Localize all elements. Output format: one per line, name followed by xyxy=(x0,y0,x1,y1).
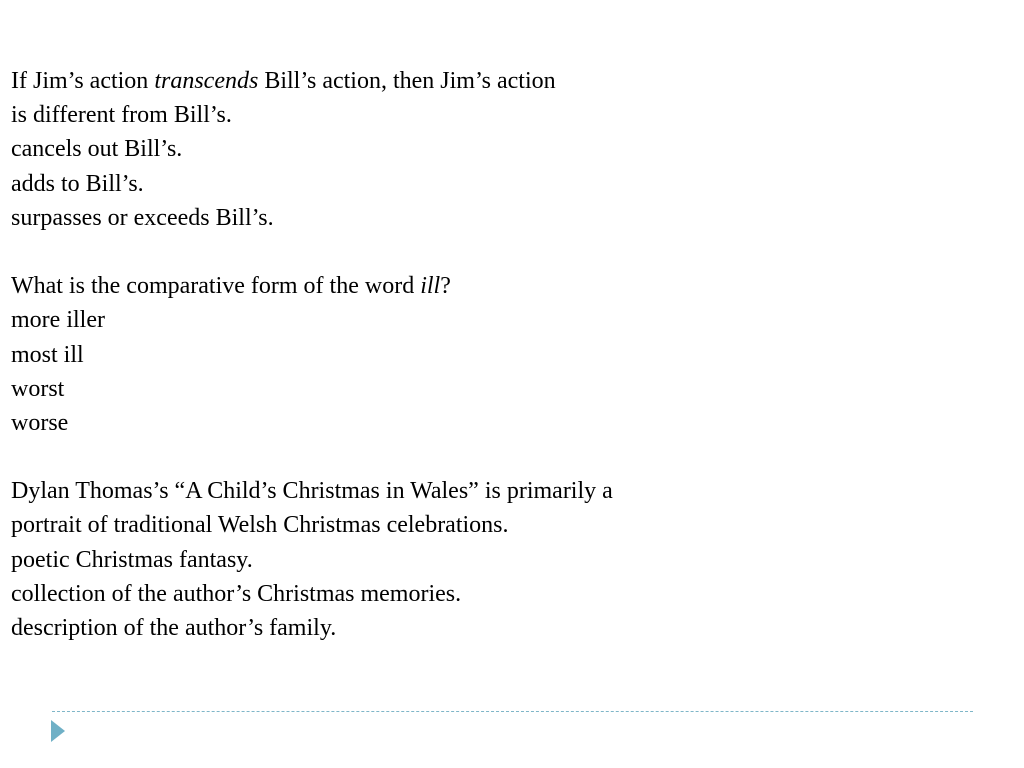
question-3-option-4: description of the author’s family. xyxy=(11,615,337,641)
question-2-option-2: most ill xyxy=(11,341,84,368)
spacer xyxy=(11,440,1001,474)
question-2-stem: What is the comparative form of the word ill? xyxy=(11,273,451,300)
question-2-option-3: worst xyxy=(11,375,65,402)
spacer xyxy=(11,235,1001,269)
footer-divider xyxy=(52,711,973,712)
question-3-option-3: collection of the author’s Christmas memories. xyxy=(11,580,462,607)
question-3-option-2: poetic Christmas fantasy. xyxy=(11,546,253,573)
question-3-option-1: portrait of traditional Welsh Christmas celebrations. xyxy=(11,512,509,539)
question-1-option-3: adds to Bill’s. xyxy=(11,170,144,197)
slide-body xyxy=(11,64,1001,645)
question-2-option-1: more iller xyxy=(11,307,105,334)
emphasized-word: ill xyxy=(420,273,441,300)
question-1-option-4: surpasses or exceeds Bill’s. xyxy=(11,204,274,231)
question-3-stem: Dylan Thomas’s “A Child’s Christmas in Wales” is primarily a xyxy=(11,478,613,505)
emphasized-word: transcends xyxy=(154,68,259,94)
question-1-option-1: is different from Bill’s. xyxy=(11,102,232,129)
triangle-bullet-icon xyxy=(51,720,65,742)
question-1-stem: If Jim’s action transcends Bill’s action, then Jim’s action xyxy=(11,68,556,94)
question-2-option-4: worse xyxy=(11,409,69,436)
question-1-option-2: cancels out Bill’s. xyxy=(11,136,183,163)
